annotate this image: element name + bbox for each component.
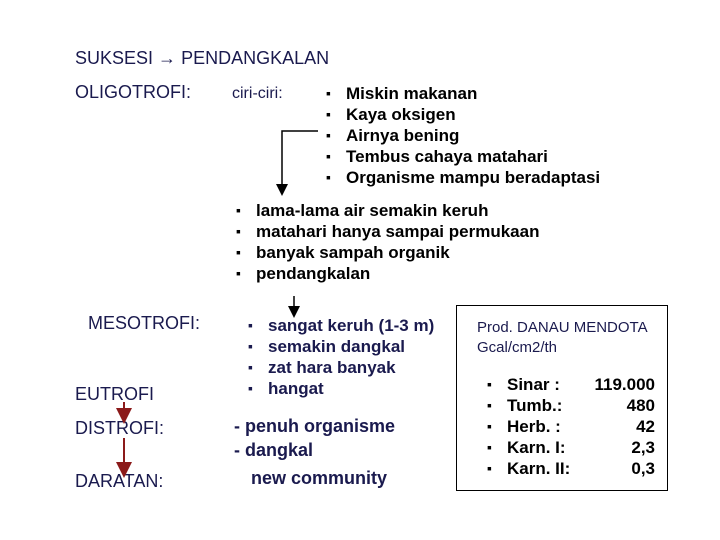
list-item: ▪ Tembus cahaya matahari xyxy=(326,146,600,167)
list-item: ▪ Kaya oksigen xyxy=(326,104,600,125)
list-item: ▪ semakin dangkal xyxy=(248,336,434,357)
ciri-bracket-arrow xyxy=(282,131,318,190)
dash-item: - dangkal xyxy=(234,440,314,460)
list-item: ▪ sangat keruh (1-3 m) xyxy=(248,315,434,336)
header-right: PENDANGKALAN xyxy=(181,48,330,68)
production-row: ▪ Herb. : 42 xyxy=(487,416,655,437)
dash-list xyxy=(234,414,395,490)
list-item: ▪ hangat xyxy=(248,378,434,399)
ciri-list xyxy=(326,83,600,188)
production-row: ▪ Tumb.: 480 xyxy=(487,395,655,416)
meso-list xyxy=(248,315,434,399)
list-item: ▪ pendangkalan xyxy=(236,263,539,284)
header-left: SUKSESI xyxy=(75,48,154,68)
list-item: ▪ banyak sampah organik xyxy=(236,242,539,263)
list-item: ▪ zat hara banyak xyxy=(248,357,434,378)
production-list xyxy=(487,374,655,479)
list-item: ▪ matahari hanya sampai permukaan xyxy=(236,221,539,242)
ciri-label: ciri-ciri: xyxy=(232,85,283,102)
stage-mesotrofi: MESOTROFI: xyxy=(88,313,200,333)
production-box xyxy=(456,305,668,491)
production-row: ▪ Sinar : 119.000 xyxy=(487,374,655,395)
list-item: ▪ Organisme mampu beradaptasi xyxy=(326,167,600,188)
stage-daratan: DARATAN: xyxy=(75,471,164,491)
list-item: ▪ Miskin makanan xyxy=(326,83,600,104)
list-item: ▪ lama-lama air semakin keruh xyxy=(236,200,539,221)
stage-oligotrofi: OLIGOTROFI: xyxy=(75,82,192,102)
stage-eutrofi: EUTROFI xyxy=(75,384,154,404)
right-arrow-icon: → xyxy=(158,48,177,68)
stage-distrofi: DISTROFI: xyxy=(75,418,164,438)
production-row: ▪ Karn. II: 0,3 xyxy=(487,458,655,479)
production-title: Prod. DANAU MENDOTA Gcal/cm2/th xyxy=(477,319,648,356)
list-item: ▪ Airnya bening xyxy=(326,125,600,146)
production-row: ▪ Karn. I: 2,3 xyxy=(487,437,655,458)
process-list xyxy=(236,200,539,284)
final-line: new community xyxy=(251,468,388,488)
dash-item: - penuh organisme xyxy=(234,416,396,436)
